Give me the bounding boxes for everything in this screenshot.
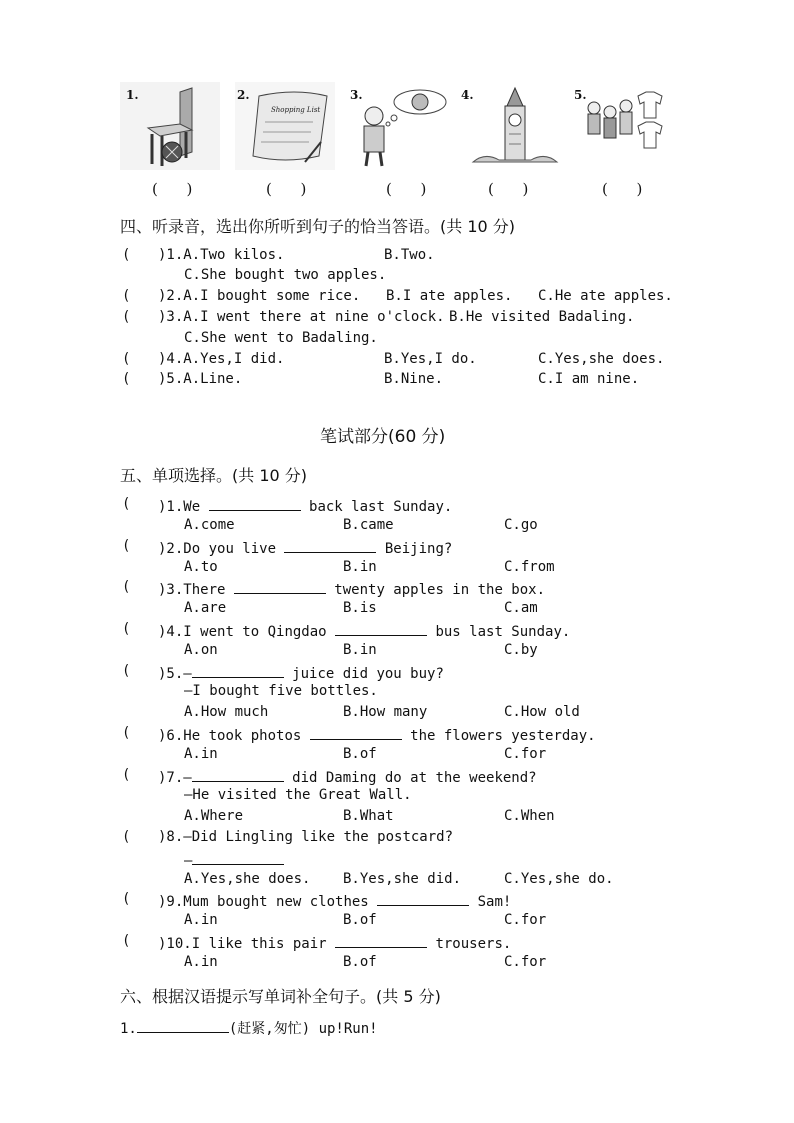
big-ben-icon — [465, 82, 565, 170]
question-text-post: Sam! — [469, 894, 512, 910]
question-text-pre: — — [183, 770, 192, 786]
answer-paren[interactable]: ( — [122, 288, 131, 304]
option-b: B.He visited Badaling. — [449, 309, 635, 325]
question-line — [158, 579, 545, 598]
picture-number: 4. — [461, 88, 474, 102]
option-b: B.of — [343, 746, 377, 762]
option-b: B.Nine. — [384, 371, 444, 387]
question-line — [158, 933, 511, 952]
question-number: )1. — [158, 499, 184, 515]
question-line — [158, 891, 511, 910]
question-line — [158, 725, 596, 744]
option-a: A.Yes,she does. — [184, 871, 311, 887]
kids-tshirts-icon — [580, 82, 670, 170]
option-c: C.by — [504, 642, 538, 658]
fill-blank[interactable] — [310, 725, 402, 740]
question-hint: (赶紧,匆忙) up!Run! — [228, 1021, 378, 1037]
answer-paren[interactable]: ( — [122, 538, 131, 554]
option-c: C.She went to Badaling. — [184, 330, 378, 346]
answer-paren[interactable]: ( — [122, 496, 131, 512]
answer-paren[interactable]: ( — [122, 933, 131, 949]
listening-question-text: )1.A.Two kilos. — [158, 247, 285, 263]
question-text-post: did Daming do at the weekend? — [283, 770, 537, 786]
option-a: A.in — [184, 912, 218, 928]
answer-paren[interactable]: ( — [122, 309, 131, 325]
option-b: B.Yes,I do. — [384, 351, 477, 367]
question-number: )3. — [158, 582, 184, 598]
picture-1 — [120, 82, 220, 170]
question-number: )7. — [158, 770, 184, 786]
answer-paren[interactable]: ( — [122, 371, 131, 387]
answer-paren[interactable]: ( — [122, 621, 131, 637]
question-number: )6. — [158, 728, 184, 744]
question-line — [158, 767, 537, 786]
option-b: B.Yes,she did. — [343, 871, 462, 887]
shopping-list-icon — [235, 82, 335, 170]
question-number: )4. — [158, 624, 184, 640]
question-number: )5. — [158, 666, 184, 682]
answer-paren[interactable]: ( — [122, 247, 131, 263]
option-a: A.in — [184, 954, 218, 970]
option-c: C.I am nine. — [538, 371, 640, 387]
section-6-title: 六、根据汉语提示写单词补全句子。(共 5 分) — [120, 987, 441, 1006]
option-c: C.for — [504, 912, 547, 928]
fill-blank[interactable] — [234, 579, 326, 594]
question-number: )8. — [158, 829, 184, 845]
option-c: C.He ate apples. — [538, 288, 673, 304]
picture-answer-slot[interactable]: ( ) — [488, 180, 529, 198]
option-c: C.for — [504, 746, 547, 762]
option-c: C.for — [504, 954, 547, 970]
picture-number: 2. — [237, 88, 250, 102]
option-b: B.of — [343, 954, 377, 970]
answer-paren[interactable]: ( — [122, 663, 131, 679]
question-number: 1. — [120, 1021, 137, 1037]
question-number: )10. — [158, 936, 192, 952]
option-a: A.come — [184, 517, 235, 533]
picture-answer-slot[interactable]: ( ) — [266, 180, 307, 198]
picture-number: 1. — [126, 88, 139, 102]
option-b: B.of — [343, 912, 377, 928]
question-text-post: bus last Sunday. — [427, 624, 571, 640]
question-text-pre: — — [183, 666, 192, 682]
question-text-pre: We — [183, 499, 209, 515]
question-line — [158, 538, 452, 557]
question-text-pre: Do you live — [183, 541, 285, 557]
listening-question-text: )3.A.I went there at nine o'clock. — [158, 309, 445, 325]
question-text-pre: He took photos — [183, 728, 310, 744]
listening-question-text: )2.A.I bought some rice. — [158, 288, 361, 304]
fill-blank[interactable] — [192, 850, 284, 865]
fill-blank[interactable] — [137, 1018, 229, 1033]
option-c: C.How old — [504, 704, 580, 720]
picture-strip — [120, 82, 670, 172]
section-4-title: 四、听录音，选出你所听到句子的恰当答语。(共 10 分) — [120, 217, 516, 236]
answer-paren[interactable]: ( — [122, 725, 131, 741]
question-text-post: the flowers yesterday. — [401, 728, 596, 744]
question-line — [158, 496, 452, 515]
dialog-dash: — — [184, 853, 193, 869]
option-a: A.are — [184, 600, 227, 616]
question-number: )9. — [158, 894, 184, 910]
option-a: A.How much — [184, 704, 269, 720]
picture-2 — [235, 82, 335, 170]
option-c: C.She bought two apples. — [184, 267, 387, 283]
question-line — [158, 829, 453, 845]
question-text-pre: Mum bought new clothes — [183, 894, 378, 910]
picture-number: 5. — [574, 88, 587, 102]
fill-blank[interactable] — [192, 663, 284, 678]
option-a: A.to — [184, 559, 218, 575]
option-b: B.came — [343, 517, 394, 533]
option-c: C.Yes,she does. — [538, 351, 665, 367]
answer-paren[interactable]: ( — [122, 579, 131, 595]
picture-3 — [350, 82, 450, 170]
fill-blank[interactable] — [377, 891, 469, 906]
fill-blank[interactable] — [192, 767, 284, 782]
shopping-list-label: Shopping List — [271, 106, 321, 114]
question-line — [158, 663, 444, 682]
option-b: B.I ate apples. — [386, 288, 513, 304]
question-text-post: trousers. — [427, 936, 512, 952]
question-text-post: twenty apples in the box. — [325, 582, 546, 598]
question-text-post: back last Sunday. — [300, 499, 453, 515]
question-dialog-line: —He visited the Great Wall. — [184, 787, 412, 803]
picture-answer-slot[interactable]: ( ) — [152, 180, 193, 198]
fill-blank[interactable] — [209, 496, 301, 511]
section-5-title: 五、单项选择。(共 10 分) — [120, 466, 308, 485]
listening-question-text: )4.A.Yes,I did. — [158, 351, 285, 367]
option-b: B.How many — [343, 704, 428, 720]
listening-question-text: )5.A.Line. — [158, 371, 243, 387]
answer-paren[interactable]: ( — [122, 767, 131, 783]
question-text-pre: I went to Qingdao — [183, 624, 336, 640]
fill-blank[interactable] — [335, 621, 427, 636]
question-text-pre: I like this pair — [191, 936, 336, 952]
option-c: C.go — [504, 517, 538, 533]
option-c: C.am — [504, 600, 538, 616]
option-b: B.in — [343, 642, 377, 658]
question-line — [158, 621, 570, 640]
answer-paren[interactable]: ( — [122, 891, 131, 907]
picture-answer-slot[interactable]: ( ) — [602, 180, 643, 198]
option-a: A.in — [184, 746, 218, 762]
written-part-title: 笔试部分(60 分) — [320, 427, 446, 447]
option-c: C.Yes,she do. — [504, 871, 614, 887]
option-b: B.Two. — [384, 247, 435, 263]
picture-4 — [461, 82, 565, 170]
question-text-pre: There — [183, 582, 234, 598]
option-b: B.is — [343, 600, 377, 616]
fill-blank[interactable] — [284, 538, 376, 553]
question-number: )2. — [158, 541, 184, 557]
fill-blank[interactable] — [335, 933, 427, 948]
question-text-pre: —Did Lingling like the postcard? — [183, 829, 454, 845]
thinking-boy-icon — [350, 82, 450, 170]
picture-answer-slot[interactable]: ( ) — [386, 180, 427, 198]
option-b: B.in — [343, 559, 377, 575]
question-text-post: juice did you buy? — [283, 666, 444, 682]
question-dialog-line — [184, 850, 284, 869]
question-dialog-line: —I bought five bottles. — [184, 683, 378, 699]
answer-paren[interactable]: ( — [122, 829, 131, 845]
picture-number: 3. — [350, 88, 363, 102]
option-c: C.When — [504, 808, 555, 824]
option-a: A.on — [184, 642, 218, 658]
option-a: A.Where — [184, 808, 244, 824]
option-c: C.from — [504, 559, 555, 575]
answer-paren[interactable]: ( — [122, 351, 131, 367]
question-text-post: Beijing? — [376, 541, 453, 557]
section-6-question-1 — [120, 1018, 378, 1038]
picture-5 — [574, 82, 670, 170]
option-b: B.What — [343, 808, 394, 824]
